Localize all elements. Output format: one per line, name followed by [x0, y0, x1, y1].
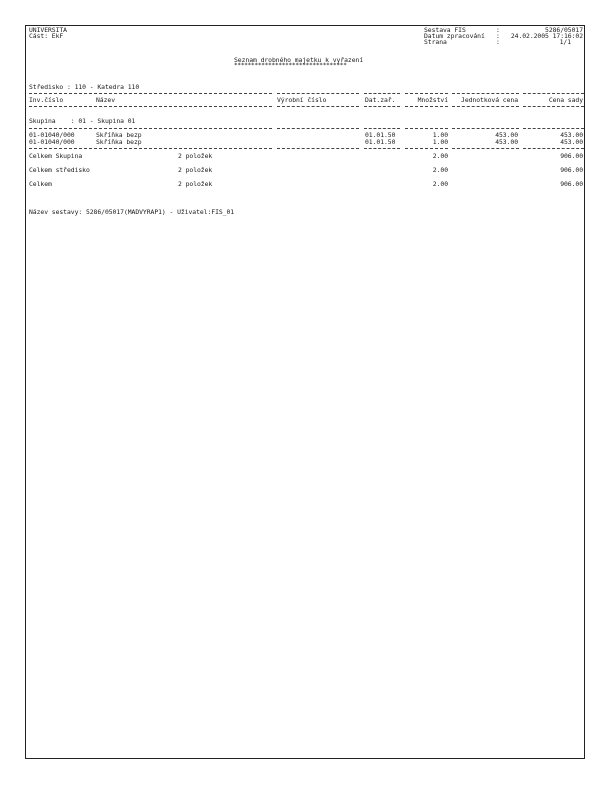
divider	[29, 106, 272, 107]
report-colon: :	[496, 26, 500, 34]
total-sum: 906.00	[560, 166, 583, 174]
divider	[405, 148, 448, 149]
page-value: 1/1	[559, 38, 571, 46]
date-colon: :	[496, 32, 500, 40]
row-inv: 01-01040/000	[29, 131, 75, 139]
col-inv: Inv.číslo	[29, 96, 64, 104]
row-unit-price: 453.00	[495, 138, 518, 146]
report-value: 5286/05017	[545, 26, 583, 34]
report-footer: Název sestavy: 5286/05017(MADVYRAP1) - Uživatel:FIS_01	[29, 208, 235, 216]
divider	[452, 106, 519, 107]
divider	[29, 128, 272, 129]
row-inv: 01-01040/000	[29, 138, 75, 146]
group-label: Skupina : 01 - Skupina 01	[29, 117, 136, 125]
col-name: Název	[96, 96, 115, 104]
total-qty: 2.00	[432, 166, 448, 174]
title-underline: *********************************	[234, 62, 347, 69]
row-name: Skříňka bezp	[96, 138, 142, 146]
divider	[405, 128, 448, 129]
divider	[523, 106, 584, 107]
divider	[277, 148, 359, 149]
row-total: 453.00	[560, 138, 583, 146]
col-total: Cena sady	[548, 96, 583, 104]
divider	[277, 106, 359, 107]
row-qty: 1.00	[432, 138, 448, 146]
total-qty: 2.00	[432, 180, 448, 188]
divider	[364, 93, 400, 94]
report-label: Sestava FIS	[424, 26, 466, 34]
divider	[364, 128, 400, 129]
total-count: 2 položek	[178, 152, 213, 160]
row-unit-price: 453.00	[495, 131, 518, 139]
divider	[364, 148, 400, 149]
row-qty: 1.00	[432, 131, 448, 139]
divider	[277, 93, 359, 94]
date-label: Datum zpracování	[424, 32, 485, 40]
org-unit: Cást: EkF	[29, 32, 64, 40]
col-qty: Množství	[417, 96, 448, 104]
page-colon: :	[496, 38, 500, 46]
divider	[452, 148, 519, 149]
col-unit-price: Jednotková cena	[461, 96, 518, 104]
divider	[405, 106, 448, 107]
org-name: UNIVERSITA	[29, 26, 67, 34]
row-date: 01.01.50	[365, 131, 396, 139]
total-sum: 906.00	[560, 152, 583, 160]
row-date: 01.01.50	[365, 138, 396, 146]
total-count: 2 položek	[178, 180, 213, 188]
divider	[277, 128, 359, 129]
row-total: 453.00	[560, 131, 583, 139]
page-label: Strana	[424, 38, 447, 46]
col-serial: Výrobní číslo	[277, 96, 327, 104]
total-qty: 2.00	[432, 152, 448, 160]
total-label: Celkem Skupina	[29, 152, 83, 160]
total-label: Celkem	[29, 180, 52, 188]
center-label: Středisko : 110 - Katedra 110	[29, 83, 140, 91]
date-value: 24.02.2005 17:16:02	[510, 32, 583, 40]
divider	[29, 93, 272, 94]
divider	[452, 128, 519, 129]
report-title: Seznam drobného majetku k vyřazení	[234, 56, 364, 64]
total-count: 2 položek	[178, 166, 213, 174]
divider	[29, 148, 272, 149]
divider	[523, 93, 584, 94]
divider	[523, 148, 584, 149]
divider	[405, 93, 448, 94]
divider	[364, 106, 400, 107]
total-sum: 906.00	[560, 180, 583, 188]
divider	[523, 128, 584, 129]
col-date: Dat.zař.	[365, 96, 396, 104]
divider	[452, 93, 519, 94]
total-label: Celkem středisko	[29, 166, 90, 174]
row-name: Skříňka bezp	[96, 131, 142, 139]
